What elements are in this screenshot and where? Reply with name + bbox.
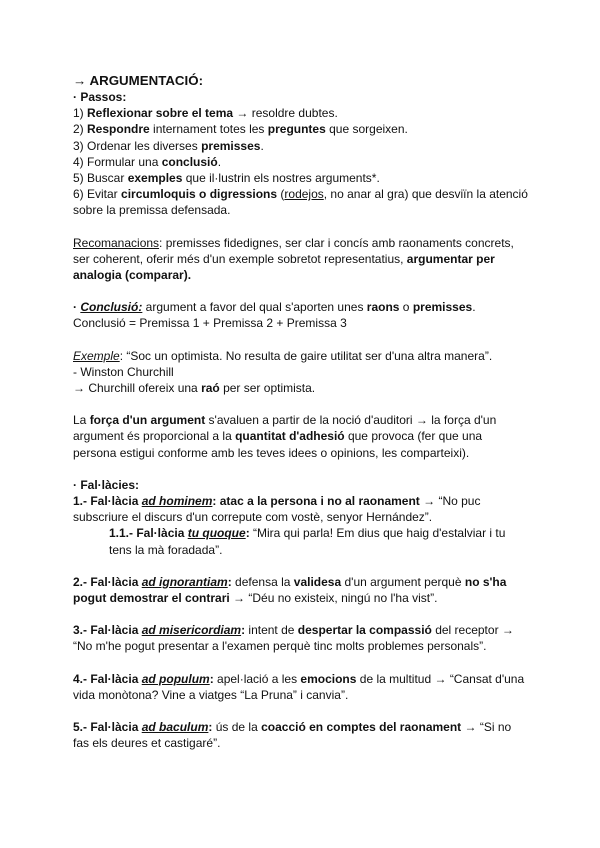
conclusion-formula: Conclusió = Premissa 1 + Premissa 2 + Premissa 3 [73, 316, 347, 331]
fallacy-2: 2.- Fal·làcia ad ignorantiam: defensa la validesa d'un argument perquè no s'ha pogut demostrar el contrari → “Déu no existeix, ningú no l'ha vist”. [73, 574, 507, 606]
document-page [73, 72, 528, 752]
step-6: 6) Evitar circumloquis o digressions (rodejos, no anar al gra) que desviïn la atenció sobre la premissa defensada. [73, 187, 528, 218]
step-4: 4) Formular una conclusió. [73, 154, 222, 169]
step-3: 3) Ordenar les diverses premisses. [73, 138, 264, 153]
step-5: 5) Buscar exemples que il·lustrin els nostres arguments*. [73, 171, 380, 186]
fallacies-heading: · Fal·làcies: [73, 477, 140, 492]
step-2: 2) Respondre internament totes les preguntes que sorgeixen. [73, 122, 408, 137]
argument-strength: La força d'un argument s'avaluen a partir de la noció d'auditori → la força d'un argument és proporcional a la quantitat d'adhesió que provoca (fer que una persona estigui conforme amb les teves idees o opinions, les comparteixi). [73, 413, 497, 460]
page-title: → ARGUMENTACIÓ: [73, 73, 204, 88]
recommendations: Recomanacions: premisses fidedignes, ser clar i concís amb raonaments concrets, ser coherent, oferir més d'un exemple sobretot representatius, argumentar per analogia (comparar). [73, 235, 514, 283]
fallacy-3: 3.- Fal·làcia ad misericordiam: intent de despertar la compassió del receptor → “No m'he pogut presentar a l'examen perquè tinc molts problemes personals”. [73, 623, 514, 654]
fallacy-1-1: 1.1.- Fal·làcia tu quoque: “Mira qui parla! Em dius que haig d'estalviar i tu tens la mà foradada”. [109, 526, 506, 557]
example-author: - Winston Churchill [73, 364, 174, 379]
fallacy-5: 5.- Fal·làcia ad baculum: ús de la coacció en comptes del raonament → “Si no fas els deures et castigaré”. [73, 720, 512, 751]
example-quote: Exemple: “Soc un optimista. No resulta de gaire utilitat ser d'una altra manera”. [73, 348, 493, 363]
example-note: → Churchill ofereix una raó per ser optimista. [73, 381, 316, 396]
fallacy-4: 4.- Fal·làcia ad populum: apel·lació a les emocions de la multitud → “Cansat d'una vida monòtona? Vine a viatges “La Pruna” i canvia”. [73, 671, 525, 702]
conclusion-definition: · Conclusió: argument a favor del qual s'aporten unes raons o premisses. [73, 300, 476, 315]
passos-heading: · Passos: [73, 90, 127, 104]
step-1: 1) Reflexionar sobre el tema → resoldre dubtes. [73, 106, 338, 121]
fallacy-1: 1.- Fal·làcia ad hominem: atac a la persona i no al raonament → “No puc subscriure el discurs d'un correpute com vostè, senyor Hernández”. [73, 494, 481, 525]
